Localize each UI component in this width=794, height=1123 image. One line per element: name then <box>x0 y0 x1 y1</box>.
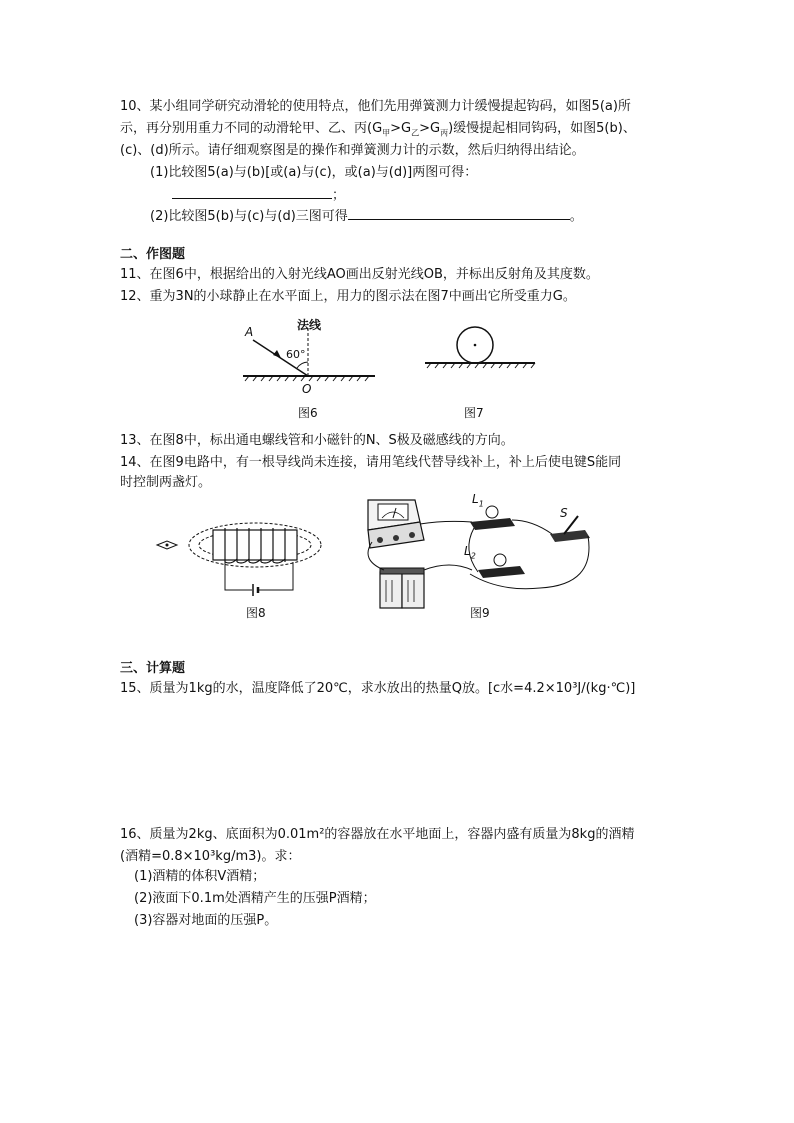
fig6-caption: 图6 <box>298 406 318 420</box>
fig7-caption: 图7 <box>464 406 484 420</box>
battery-pack <box>380 568 424 608</box>
q11: 11、在图6中，根据给出的入射光线AO画出反射光线OB，并标出反射角及其度数。 <box>120 267 599 282</box>
fig6-angle-label: 60° <box>286 348 306 361</box>
q10-line-3: (c)、(d)所示。请仔细观察图是的操作和弹簧测力计的示数，然后归纳得出结论。 <box>120 143 585 158</box>
section-2-title: 二、作图题 <box>120 247 186 262</box>
q10-line-1: 10、某小组同学研究动滑轮的使用特点，他们先用弹簧测力计缓慢提起钩码，如图5(a)所 <box>120 99 631 114</box>
ammeter <box>368 500 424 548</box>
q14-line-2: 时控制两盏灯。 <box>120 475 212 490</box>
answer-blank-2[interactable] <box>348 205 570 220</box>
q10-part-1: (1)比较图5(a)与(b)[或(a)与(c)，或(a)与(d)]两图可得： <box>150 165 478 180</box>
figure-8 <box>155 515 330 605</box>
q16-part-3: (3)容器对地面的压强P。 <box>134 913 278 928</box>
compass-needle <box>157 541 177 549</box>
q10-part-1-answer: ； <box>172 184 345 205</box>
fig6-point-o: O <box>302 382 312 396</box>
fig9-caption: 图9 <box>470 606 490 620</box>
fig6-normal-label: 法线 <box>297 318 322 332</box>
lamp-l2 <box>478 554 525 578</box>
section-3-title: 三、计算题 <box>120 661 186 676</box>
fig9-label-l1: $L_1$ <box>472 492 484 509</box>
q10-part-2: (2)比较图5(b)与(c)与(d)三图可得 。 <box>150 205 583 226</box>
q16-line-2: (酒精=0.8×10³kg/m3)。求： <box>120 849 301 864</box>
q10-line-2: 示，再分别用重力不同的动滑轮甲、乙、丙$(G_甲>G_乙>G_丙)$缓慢提起相同钩码，如图5(b)、 <box>120 121 636 138</box>
q15: 15、质量为1kg的水，温度降低了20℃，求水放出的热量Q放。[c水=4.2×10³J/(kg·℃)] <box>120 681 636 696</box>
fig9-label-s: S <box>560 506 568 520</box>
switch-s <box>550 516 590 542</box>
q16-line-1: 16、质量为2kg、底面积为0.01m²的容器放在水平地面上，容器内盛有质量为8kg的酒精 <box>120 827 635 842</box>
lamp-l1 <box>470 506 515 530</box>
q13: 13、在图8中，标出通电螺线管和小磁针的N、S极及磁感线的方向。 <box>120 433 514 448</box>
q12: 12、重为3N的小球静止在水平面上，用力的图示法在图7中画出它所受重力G。 <box>120 289 576 304</box>
q14-line-1: 14、在图9电路中，有一根导线尚未连接，请用笔线代替导线补上，补上后使电键S能同 <box>120 455 622 470</box>
fig6-point-a: A <box>245 325 254 339</box>
answer-blank-1[interactable] <box>172 184 332 199</box>
fig9-label-l2: $L_2$ <box>464 544 476 561</box>
q16-part-2: (2)液面下0.1m处酒精产生的压强P酒精； <box>134 891 376 906</box>
figure-7 <box>420 320 540 375</box>
fig8-caption: 图8 <box>246 606 266 620</box>
q16-part-1: (1)酒精的体积V酒精； <box>134 869 266 884</box>
